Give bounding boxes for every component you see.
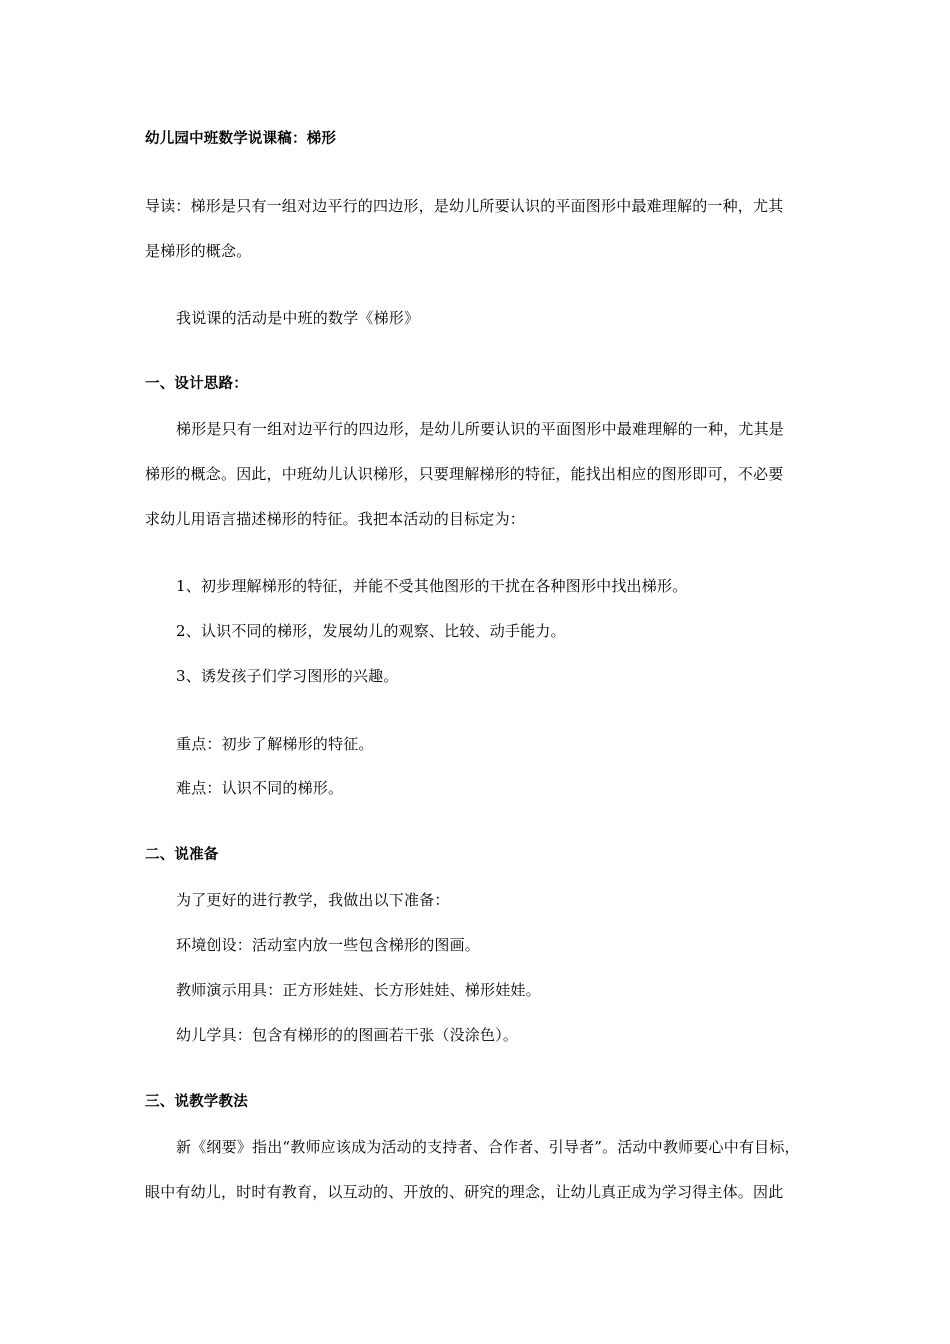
section3-heading: 三、说教学教法: [145, 1094, 248, 1110]
difficulty-point: 难点：认识不同的梯形。: [176, 779, 344, 797]
section1-para-line-1: 梯形是只有一组对边平行的四边形，是幼儿所要认识的平面图形中最难理解的一种，尤其是: [176, 420, 785, 438]
preparation-item-2: 环境创设：活动室内放一些包含梯形的图画。: [176, 936, 481, 954]
intro-line-2: 是梯形的概念。: [145, 242, 252, 260]
section2-heading: 二、说准备: [145, 847, 219, 863]
preparation-item-1: 为了更好的进行教学，我做出以下准备：: [176, 891, 450, 909]
opening-line: 我说课的活动是中班的数学《梯形》: [176, 309, 420, 327]
goal-item-2: 2、认识不同的梯形，发展幼儿的观察、比较、动手能力。: [176, 622, 566, 640]
section3-para-line-2: 眼中有幼儿，时时有教育，以互动的、开放的、研究的理念，让幼儿真正成为学习得主体。因此: [145, 1183, 784, 1201]
document-title: 幼儿园中班数学说课稿：梯形: [145, 131, 337, 147]
goal-item-1: 1、初步理解梯形的特征，并能不受其他图形的干扰在各种图形中找出梯形。: [176, 577, 688, 595]
preparation-item-4: 幼儿学具：包含有梯形的的图画若干张（没涂色）。: [176, 1026, 519, 1044]
intro-line-1: 导读：梯形是只有一组对边平行的四边形，是幼儿所要认识的平面图形中最难理解的一种，尤其: [145, 197, 784, 215]
section1-para-line-2: 梯形的概念。因此，中班幼儿认识梯形，只要理解梯形的特征，能找出相应的图形即可，不必要: [145, 465, 784, 483]
section3-para-line-1: 新《纲要》指出“教师应该成为活动的支持者、合作者、引导者”。活动中教师要心中有目标，: [176, 1138, 800, 1156]
section1-heading: 一、设计思路：: [145, 376, 248, 392]
key-point: 重点：初步了解梯形的特征。: [176, 735, 374, 753]
preparation-item-3: 教师演示用具：正方形娃娃、长方形娃娃、梯形娃娃。: [176, 981, 541, 999]
section1-para-line-3: 求幼儿用语言描述梯形的特征。我把本活动的目标定为：: [145, 510, 526, 528]
goal-item-3: 3、诱发孩子们学习图形的兴趣。: [176, 667, 399, 685]
